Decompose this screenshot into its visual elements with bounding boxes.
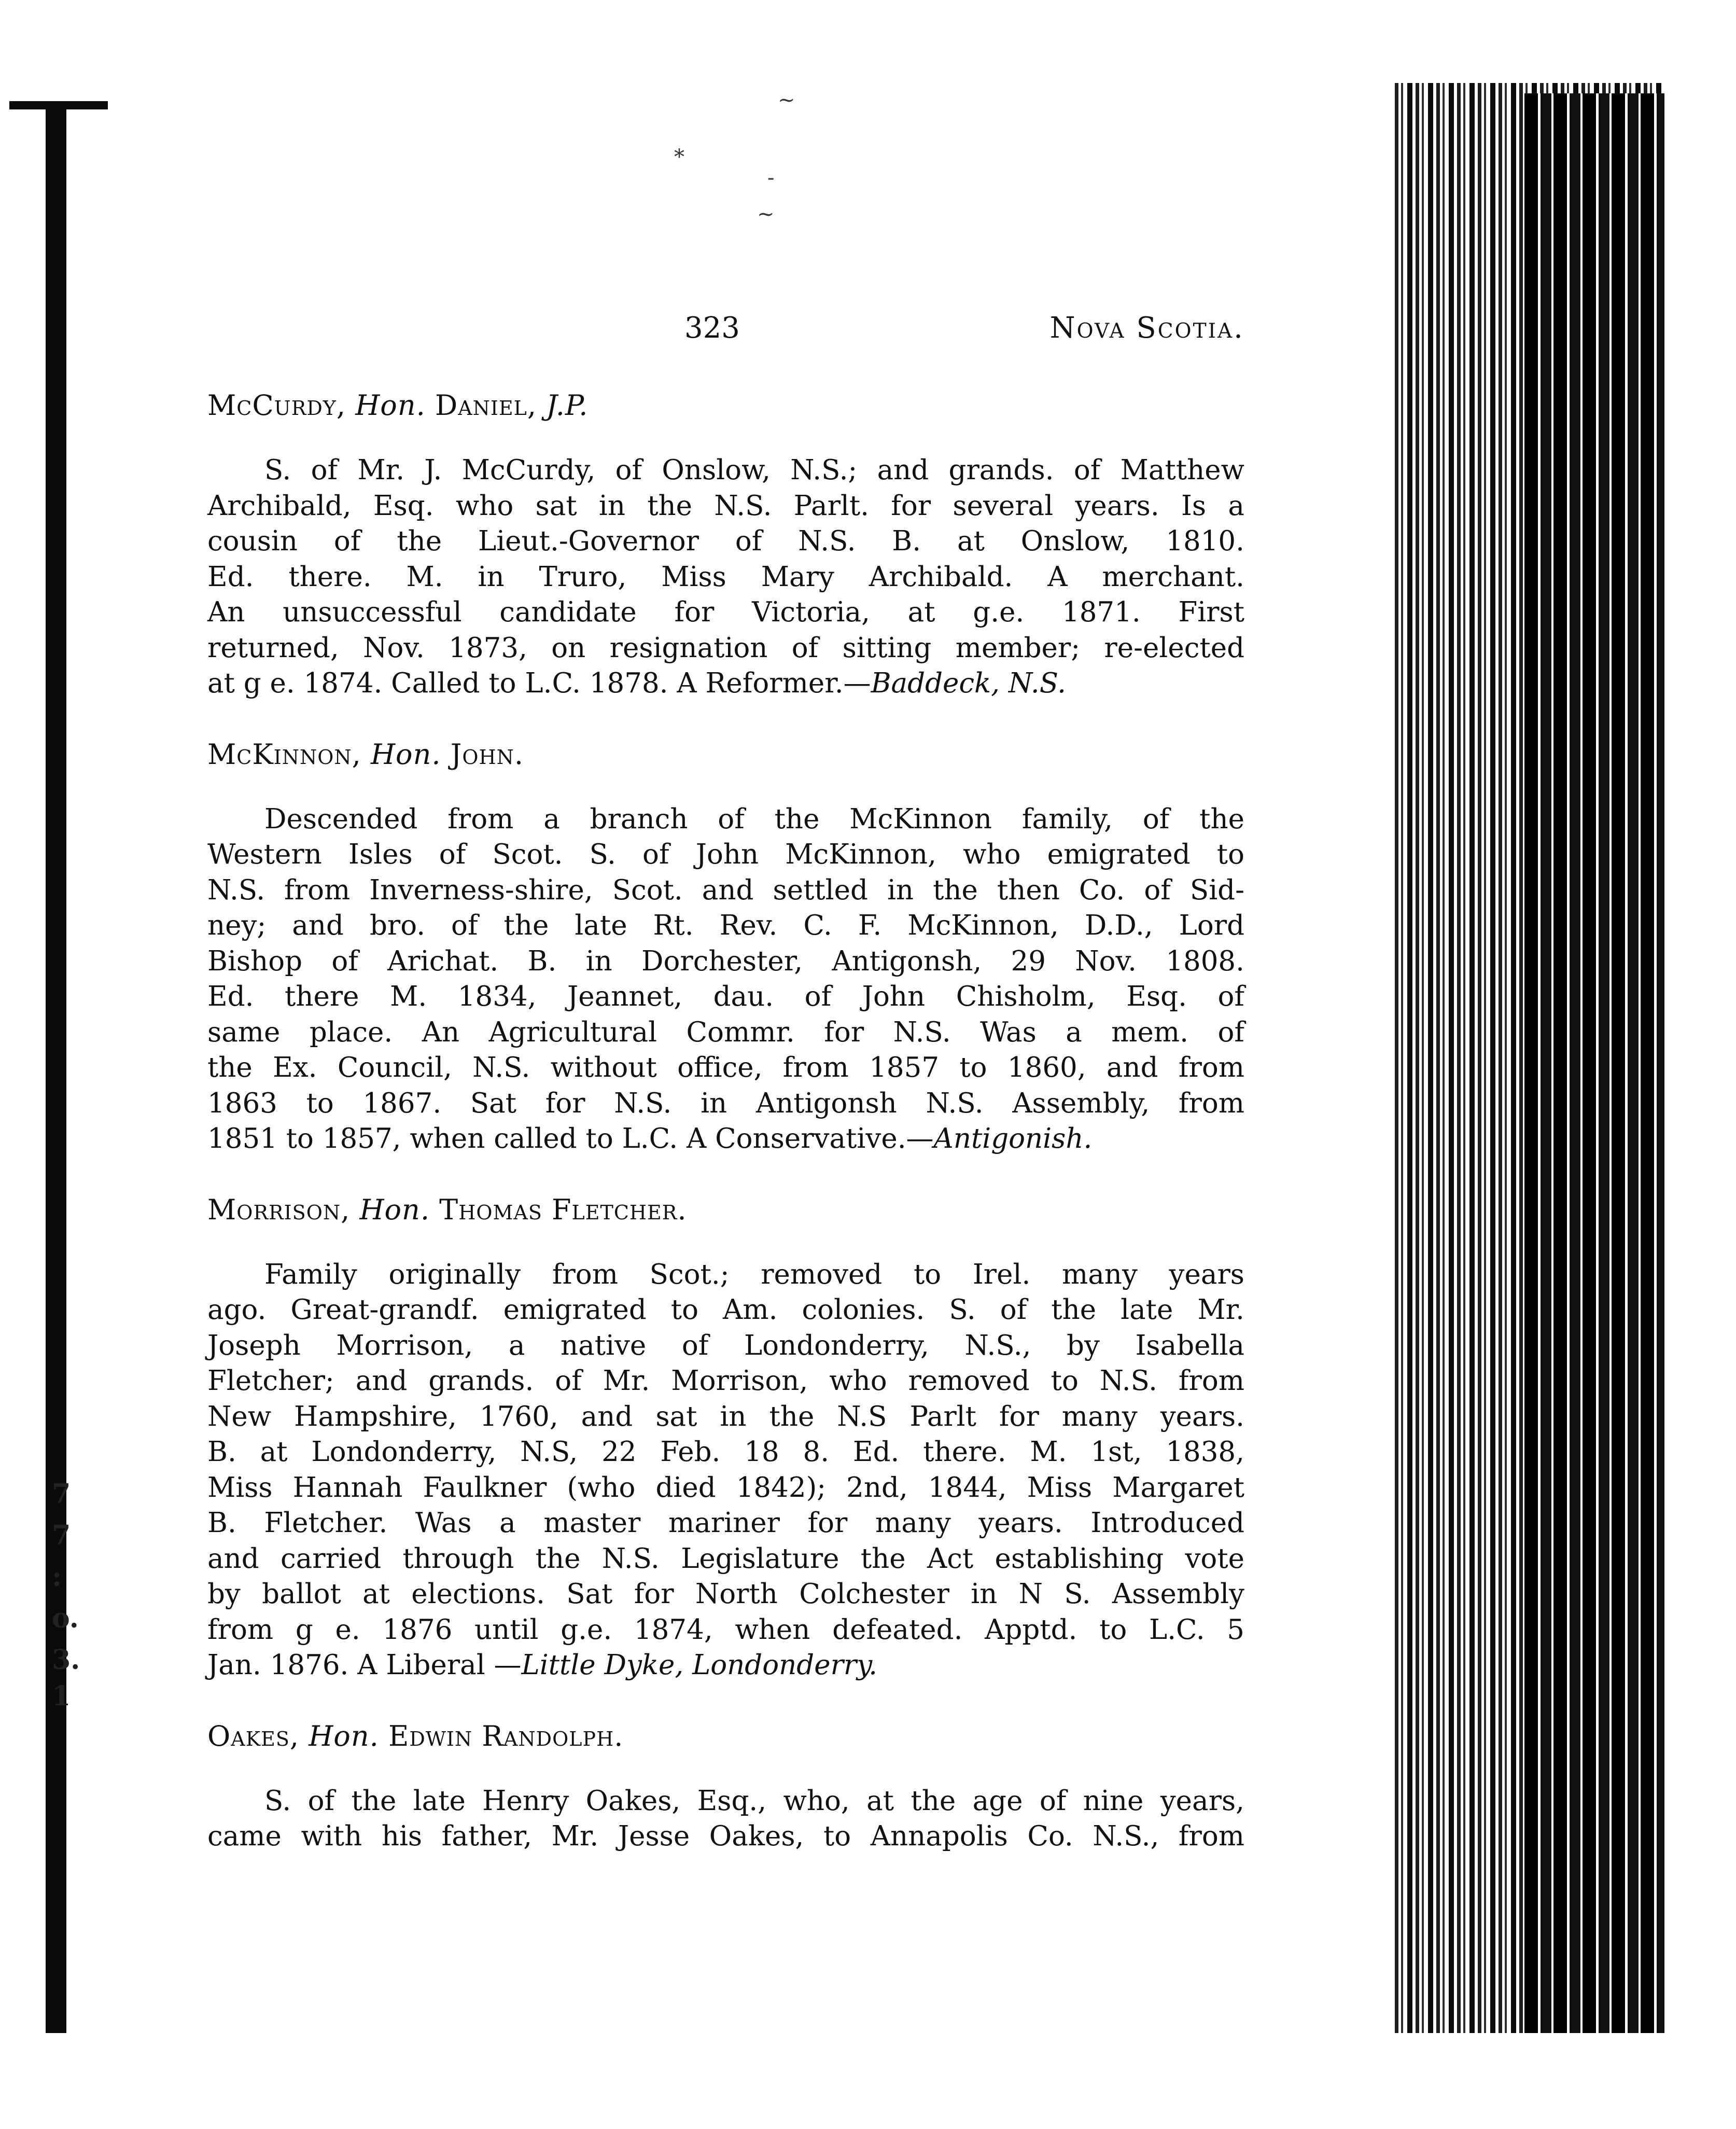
- text-line: An unsuccessful candidate for Victoria, at g.e. 1871. First: [207, 596, 1244, 628]
- entry-morrison: [207, 1193, 1244, 1683]
- text-line: Ed. there. M. in Truro, Miss Mary Archibald. A merchant.: [207, 561, 1244, 593]
- text-line: Western Isles of Scot. S. of John McKinnon, who emigrated to: [207, 839, 1244, 870]
- text-line: same place. An Agricultural Commr. for N.S. Was a mem. of: [207, 1016, 1244, 1048]
- text-line-final: [207, 666, 1244, 702]
- text-line: S. of Mr. J. McCurdy, of Onslow, N.S.; and grands. of Matthew: [264, 454, 1244, 486]
- text-line: Jan. 1876. A Liberal —: [207, 1649, 522, 1681]
- text-line: Bishop of Arichat. B. in Dorchester, Antigonsh, 29 Nov. 1808.: [207, 945, 1244, 977]
- margin-mark: 7: [52, 1478, 71, 1510]
- text-line: N.S. from Inverness-shire, Scot. and settled in the then Co. of Sid-: [207, 874, 1244, 906]
- entry-heading: [207, 1720, 1244, 1752]
- entry-body: [207, 1257, 1244, 1683]
- page-number: 323: [684, 311, 740, 345]
- text-line: ney; and bro. of the late Rt. Rev. C. F. McKinnon, D.D., Lord: [207, 910, 1244, 941]
- residence: Little Dyke, Londonderry.: [521, 1649, 877, 1681]
- speck: *: [674, 145, 684, 169]
- margin-mark: o.: [52, 1603, 79, 1634]
- entry-heading: [207, 389, 1244, 422]
- text-line: 1863 to 1867. Sat for N.S. in Antigonsh N.S. Assembly, from: [207, 1087, 1244, 1119]
- text-line: and carried through the N.S. Legislature the Act establishing vote: [207, 1542, 1244, 1575]
- text-line: B. at Londonderry, N.S, 22 Feb. 18 8. Ed. there. M. 1st, 1838,: [207, 1436, 1244, 1468]
- margin-mark: 7: [52, 1520, 71, 1551]
- text-line: from g e. 1876 until g.e. 1874, when defeated. Apptd. to L.C. 5: [207, 1613, 1244, 1646]
- text-line-final: [207, 1121, 1244, 1157]
- entry-body: [207, 453, 1244, 702]
- entry-honorific: Hon.: [309, 1719, 379, 1752]
- text-line: Fletcher; and grands. of Mr. Morrison, who removed to N.S. from: [207, 1365, 1244, 1397]
- running-title: Nova Scotia.: [1049, 311, 1244, 345]
- running-head: [207, 311, 1244, 353]
- text-line: came with his father, Mr. Jesse Oakes, to Annapolis Co. N.S., from: [207, 1820, 1244, 1852]
- entry-body: [207, 1784, 1244, 1855]
- entry-honorific: Hon.: [355, 389, 426, 422]
- entry-body: [207, 802, 1244, 1157]
- margin-mark: :: [52, 1561, 62, 1593]
- text-line: ago. Great-grandf. emigrated to Am. colonies. S. of the late Mr.: [207, 1294, 1244, 1326]
- residence: Baddeck, N.S.: [871, 667, 1066, 699]
- margin-marks: [36, 1250, 99, 1717]
- page-text: [207, 311, 1244, 1855]
- margin-mark: 1: [52, 1680, 71, 1712]
- entry-heading: [207, 738, 1244, 771]
- text-line: 1851 to 1857, when called to L.C. A Conservative.—: [207, 1123, 934, 1154]
- text-line: by ballot at elections. Sat for North Colchester in N S. Assembly: [207, 1578, 1244, 1610]
- entry-mccurdy: [207, 389, 1244, 702]
- residence: Antigonish.: [933, 1123, 1093, 1154]
- entry-surname: McKinnon,: [207, 738, 361, 771]
- text-line: Family originally from Scot.; removed to Irel. many years: [264, 1258, 1244, 1290]
- text-line: the Ex. Council, N.S. without office, from 1857 to 1860, and from: [207, 1052, 1244, 1083]
- text-line: S. of the late Henry Oakes, Esq., who, at the age of nine years,: [264, 1785, 1244, 1817]
- speck: -: [767, 166, 775, 190]
- text-line: Archibald, Esq. who sat in the N.S. Parlt. for several years. Is a: [207, 490, 1244, 522]
- text-line: at g e. 1874. Called to L.C. 1878. A Reformer.—: [207, 667, 871, 699]
- text-line: New Hampshire, 1760, and sat in the N.S Parlt for many years.: [207, 1400, 1244, 1432]
- entry-honorific: Hon.: [359, 1193, 430, 1226]
- text-line: Joseph Morrison, a native of Londonderry, N.S., by Isabella: [207, 1329, 1244, 1361]
- entry-surname: Morrison,: [207, 1193, 351, 1226]
- page-edge-dark: [1524, 93, 1664, 2033]
- text-line: Ed. there M. 1834, Jeannet, dau. of John Chisholm, Esq. of: [207, 981, 1244, 1012]
- scan-specks: [664, 83, 819, 228]
- speck: ~: [757, 202, 775, 226]
- entry-given-name: Thomas Fletcher.: [439, 1193, 687, 1226]
- text-line: cousin of the Lieut.-Governor of N.S. B. at Onslow, 1810.: [207, 525, 1244, 557]
- binding-edge-shadow: [46, 104, 66, 2033]
- margin-mark: 3.: [52, 1644, 80, 1676]
- text-line: Descended from a branch of the McKinnon family, of the: [264, 803, 1244, 835]
- entry-oakes: [207, 1720, 1244, 1855]
- entry-given-name: Daniel,: [435, 389, 537, 422]
- text-line: Miss Hannah Faulkner (who died 1842); 2nd, 1844, Miss Margaret: [207, 1471, 1244, 1504]
- entry-honorific: Hon.: [370, 738, 441, 771]
- speck: ~: [778, 88, 795, 112]
- entry-mckinnon: [207, 738, 1244, 1157]
- entry-heading: [207, 1193, 1244, 1226]
- text-line: returned, Nov. 1873, on resignation of sitting member; re-elected: [207, 632, 1244, 664]
- entry-suffix: J.P.: [546, 389, 589, 422]
- entry-given-name: Edwin Randolph.: [388, 1719, 624, 1752]
- entry-surname: McCurdy,: [207, 389, 346, 422]
- entry-surname: Oakes,: [207, 1719, 300, 1752]
- text-line: B. Fletcher. Was a master mariner for many years. Introduced: [207, 1507, 1244, 1539]
- text-line-final: [207, 1648, 1244, 1683]
- entry-given-name: John.: [450, 738, 524, 771]
